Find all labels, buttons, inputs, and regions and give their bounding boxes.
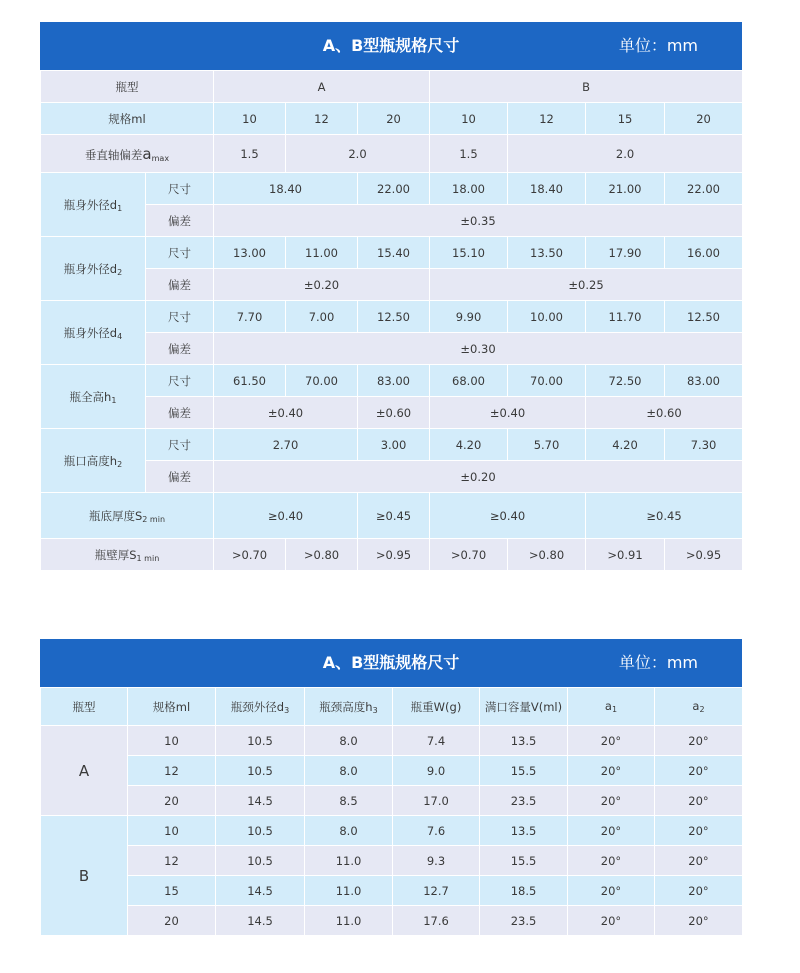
cell: 11.0 (305, 846, 393, 876)
type-b: B (430, 71, 743, 103)
row-d4-size (41, 301, 743, 333)
table2-unit: 单位：mm (618, 653, 698, 672)
bottle-spec-table-2 (40, 639, 742, 936)
cell: 20° (568, 786, 655, 816)
header-weight: 瓶重W(g) (393, 688, 480, 726)
spec-cell: 10 (430, 103, 508, 135)
cell: 7.6 (393, 816, 480, 846)
s1-cell: >0.70 (430, 539, 508, 571)
axis-cell: 1.5 (430, 135, 508, 173)
cell: 20° (655, 756, 743, 786)
table-row (41, 846, 743, 876)
d4-cell: 11.70 (586, 301, 665, 333)
d4-cell: 9.90 (430, 301, 508, 333)
d4-cell: 10.00 (508, 301, 586, 333)
d2-cell: 11.00 (286, 237, 358, 269)
label-dev: 偏差 (146, 333, 214, 365)
cell: 14.5 (216, 906, 305, 936)
label-d4: 瓶身外径$d_4$ (41, 301, 146, 365)
label-dev: 偏差 (146, 461, 214, 493)
row-d4-dev (41, 333, 743, 365)
axis-cell: 2.0 (286, 135, 430, 173)
d1-cell: 22.00 (665, 173, 743, 205)
d4-cell: 7.70 (214, 301, 286, 333)
table1-title-bar (40, 22, 742, 70)
cell: 10.5 (216, 816, 305, 846)
h1-cell: 83.00 (358, 365, 430, 397)
cell: 10.5 (216, 756, 305, 786)
s1-cell: >0.91 (586, 539, 665, 571)
h1-cell: 83.00 (665, 365, 743, 397)
cell: 8.0 (305, 816, 393, 846)
label-size: 尺寸 (146, 429, 214, 461)
cell: 20° (655, 906, 743, 936)
d2-cell: 16.00 (665, 237, 743, 269)
label-axis-deviation: 垂直轴偏差$a_{max}$ (41, 135, 214, 173)
axis-cell: 2.0 (508, 135, 743, 173)
cell: 14.5 (216, 876, 305, 906)
s2-cell: ≥0.45 (358, 493, 430, 539)
row-h2-size (41, 429, 743, 461)
h2-cell: 7.30 (665, 429, 743, 461)
d1-cell: 18.00 (430, 173, 508, 205)
d1-cell: 18.40 (508, 173, 586, 205)
d2-cell: 13.00 (214, 237, 286, 269)
cell: 9.3 (393, 846, 480, 876)
label-h1: 瓶全高$h_1$ (41, 365, 146, 429)
h1-dev: ±0.60 (586, 397, 743, 429)
table2-header-row (41, 688, 743, 726)
h1-cell: 61.50 (214, 365, 286, 397)
cell: 15 (128, 876, 216, 906)
cell: 20° (568, 756, 655, 786)
d2-dev-a: ±0.20 (214, 269, 430, 301)
spec-cell: 12 (508, 103, 586, 135)
h1-dev: ±0.40 (430, 397, 586, 429)
spec-cell: 10 (214, 103, 286, 135)
cell: 20° (568, 906, 655, 936)
table-row (41, 876, 743, 906)
label-type: 瓶型 (41, 71, 214, 103)
label-d1: 瓶身外径$d_1$ (41, 173, 146, 237)
table-row (41, 756, 743, 786)
d2-cell: 15.40 (358, 237, 430, 269)
label-size: 尺寸 (146, 301, 214, 333)
label-dev: 偏差 (146, 205, 214, 237)
cell: 11.0 (305, 876, 393, 906)
label-dev: 偏差 (146, 397, 214, 429)
label-size: 尺寸 (146, 237, 214, 269)
row-d2-dev (41, 269, 743, 301)
d2-cell: 13.50 (508, 237, 586, 269)
s1-cell: >0.70 (214, 539, 286, 571)
header-volume: 满口容量V(ml) (480, 688, 568, 726)
s2-cell: ≥0.40 (430, 493, 586, 539)
label-size: 尺寸 (146, 365, 214, 397)
row-s2 (41, 493, 743, 539)
cell: 20° (568, 726, 655, 756)
table1-unit: 单位：mm (618, 36, 698, 55)
table2-grid (40, 687, 743, 936)
d1-dev: ±0.35 (214, 205, 743, 237)
cell: 20° (568, 846, 655, 876)
cell: 8.0 (305, 756, 393, 786)
label-h2: 瓶口高度$h_2$ (41, 429, 146, 493)
cell: 20° (568, 816, 655, 846)
cell: 20° (655, 726, 743, 756)
d4-cell: 7.00 (286, 301, 358, 333)
s1-cell: >0.95 (665, 539, 743, 571)
cell: 20° (568, 876, 655, 906)
header-type: 瓶型 (41, 688, 128, 726)
h2-cell: 4.20 (586, 429, 665, 461)
row-h1-dev (41, 397, 743, 429)
s2-cell: ≥0.45 (586, 493, 743, 539)
row-d2-size (41, 237, 743, 269)
type-a: A (214, 71, 430, 103)
table2-title: A、B型瓶规格尺寸 (322, 653, 460, 672)
spec-cell: 12 (286, 103, 358, 135)
table1-grid (40, 70, 743, 571)
cell: 12 (128, 756, 216, 786)
d2-cell: 17.90 (586, 237, 665, 269)
row-d1-dev (41, 205, 743, 237)
h1-cell: 72.50 (586, 365, 665, 397)
cell: 14.5 (216, 786, 305, 816)
axis-cell: 1.5 (214, 135, 286, 173)
spec-cell: 20 (358, 103, 430, 135)
table-row (41, 786, 743, 816)
cell: 15.5 (480, 846, 568, 876)
row-s1 (41, 539, 743, 571)
group-a-label: A (41, 726, 128, 816)
label-spec: 规格ml (41, 103, 214, 135)
table1-title: A、B型瓶规格尺寸 (322, 36, 460, 55)
label-s1: 瓶壁厚$S_{1 min}$ (41, 539, 214, 571)
table2-title-bar (40, 639, 742, 687)
header-d3: 瓶颈外径$d_3$ (216, 688, 305, 726)
table-row (41, 726, 743, 756)
label-dev: 偏差 (146, 269, 214, 301)
d2-cell: 15.10 (430, 237, 508, 269)
spec-cell: 20 (665, 103, 743, 135)
spec-cell: 15 (586, 103, 665, 135)
s1-cell: >0.80 (286, 539, 358, 571)
label-size: 尺寸 (146, 173, 214, 205)
cell: 23.5 (480, 786, 568, 816)
row-axis-deviation (41, 135, 743, 173)
row-h1-size (41, 365, 743, 397)
row-d1-size (41, 173, 743, 205)
cell: 13.5 (480, 726, 568, 756)
cell: 7.4 (393, 726, 480, 756)
d1-cell: 18.40 (214, 173, 358, 205)
cell: 20° (655, 786, 743, 816)
cell: 10.5 (216, 726, 305, 756)
table-row (41, 816, 743, 846)
cell: 10.5 (216, 846, 305, 876)
header-spec: 规格ml (128, 688, 216, 726)
cell: 11.0 (305, 906, 393, 936)
d4-dev: ±0.30 (214, 333, 743, 365)
header-h3: 瓶颈高度$h_3$ (305, 688, 393, 726)
header-a2: $a_2$ (655, 688, 743, 726)
d4-cell: 12.50 (358, 301, 430, 333)
cell: 20 (128, 786, 216, 816)
cell: 20 (128, 906, 216, 936)
h2-cell: 5.70 (508, 429, 586, 461)
h1-cell: 68.00 (430, 365, 508, 397)
cell: 12 (128, 846, 216, 876)
cell: 10 (128, 726, 216, 756)
h1-cell: 70.00 (508, 365, 586, 397)
bottle-spec-table-1 (40, 22, 742, 571)
row-spec (41, 103, 743, 135)
cell: 17.0 (393, 786, 480, 816)
cell: 23.5 (480, 906, 568, 936)
cell: 20° (655, 876, 743, 906)
s2-cell: ≥0.40 (214, 493, 358, 539)
h2-dev: ±0.20 (214, 461, 743, 493)
d1-cell: 22.00 (358, 173, 430, 205)
h2-cell: 4.20 (430, 429, 508, 461)
h1-dev: ±0.40 (214, 397, 358, 429)
h2-cell: 2.70 (214, 429, 358, 461)
d1-cell: 21.00 (586, 173, 665, 205)
s1-cell: >0.80 (508, 539, 586, 571)
cell: 8.5 (305, 786, 393, 816)
cell: 8.0 (305, 726, 393, 756)
cell: 13.5 (480, 816, 568, 846)
cell: 17.6 (393, 906, 480, 936)
row-type (41, 71, 743, 103)
cell: 10 (128, 816, 216, 846)
h2-cell: 3.00 (358, 429, 430, 461)
cell: 9.0 (393, 756, 480, 786)
header-a1: $a_1$ (568, 688, 655, 726)
cell: 15.5 (480, 756, 568, 786)
label-d2: 瓶身外径$d_2$ (41, 237, 146, 301)
cell: 20° (655, 816, 743, 846)
d4-cell: 12.50 (665, 301, 743, 333)
cell: 12.7 (393, 876, 480, 906)
s1-cell: >0.95 (358, 539, 430, 571)
table-row (41, 906, 743, 936)
cell: 18.5 (480, 876, 568, 906)
row-h2-dev (41, 461, 743, 493)
h1-cell: 70.00 (286, 365, 358, 397)
label-s2: 瓶底厚度$S_{2 min}$ (41, 493, 214, 539)
d2-dev-b: ±0.25 (430, 269, 743, 301)
h1-dev: ±0.60 (358, 397, 430, 429)
group-b-label: B (41, 816, 128, 936)
cell: 20° (655, 846, 743, 876)
